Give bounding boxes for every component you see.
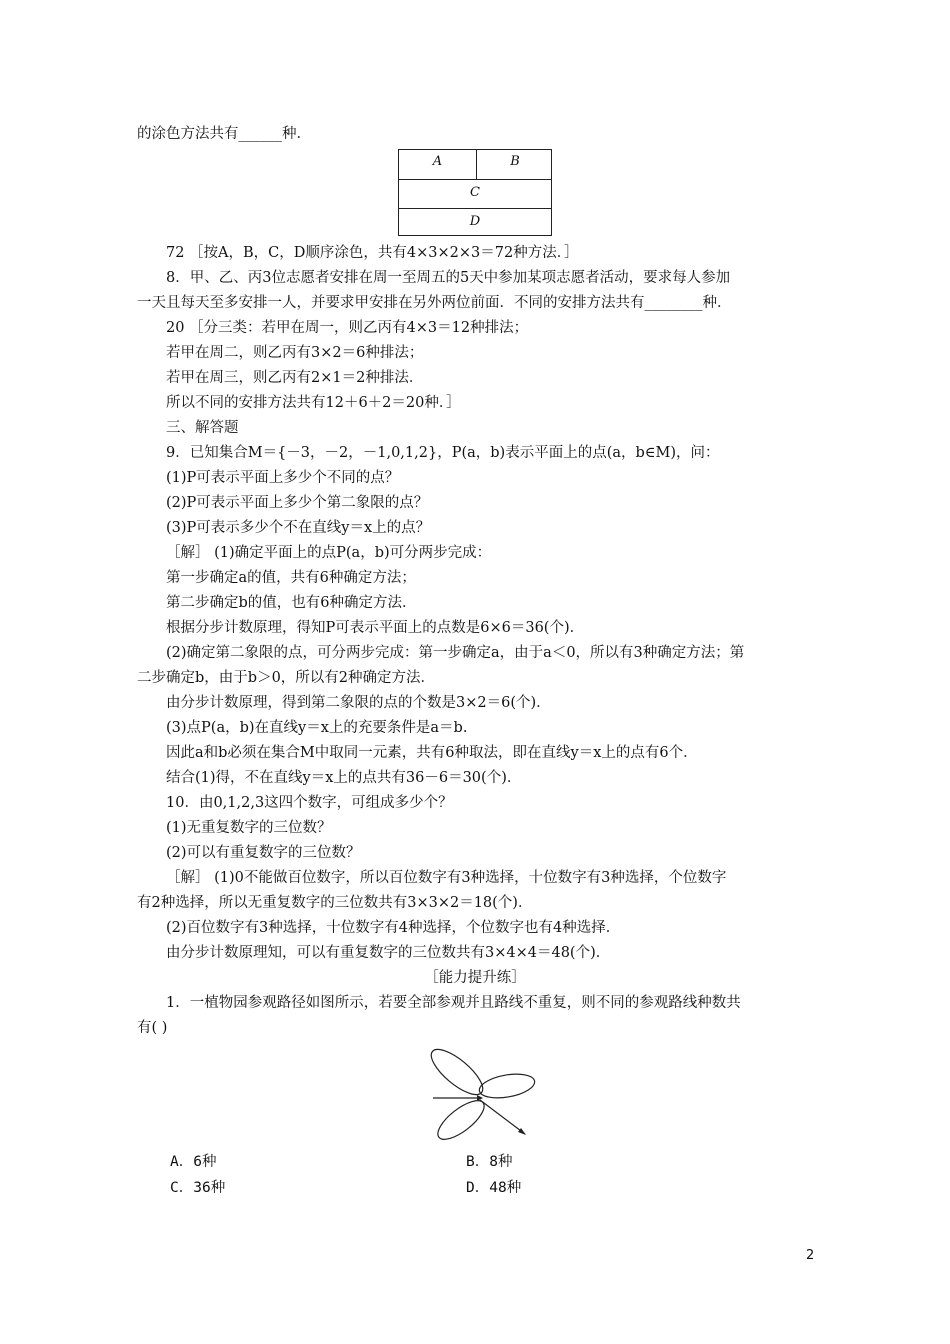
text-line: 因此a和b必须在集合M中取同一元素，共有6种取法，即在直线y＝x上的点有6个． (166, 745, 698, 761)
text-line: 一天且每天至多安排一人，并要求甲安排在另外两位前面．不同的安排方法共有________种． (137, 295, 732, 311)
text-line: 第二步确定b的值，也有6种确定方法． (166, 595, 417, 611)
text-line: ［解］ (1)确定平面上的点P(a，b)可分两步完成： (166, 545, 492, 561)
answer-option: D．48种 (466, 1180, 522, 1196)
right-loop (478, 1070, 537, 1101)
text-line: 9．已知集合M＝{－3，－2，－1,0,1,2}，P(a，b)表示平面上的点(a，b∈M)，问： (166, 445, 720, 461)
answer-option: B．8种 (466, 1154, 513, 1170)
text-line: ［能力提升练］ (424, 970, 526, 986)
grid-cell-d: D (399, 208, 551, 236)
answer-option: A．6种 (170, 1154, 217, 1170)
coloring-grid-figure (398, 149, 552, 236)
text-line: (3)点P(a，b)在直线y＝x上的充要条件是a＝b. (166, 720, 468, 736)
path-exit-line (480, 1100, 525, 1134)
text-line: 有2种选择，所以无重复数字的三位数共有3×3×2＝18(个)． (137, 895, 533, 911)
text-line: (2)可以有重复数字的三位数？ (166, 845, 361, 861)
text-line: 1．一植物园参观路径如图所示，若要全部参观并且路线不重复，则不同的参观路线种数共 (166, 995, 741, 1011)
answer-option: C．36种 (170, 1180, 226, 1196)
text-line: (2)百位数字有3种选择，十位数字有4种选择，个位数字也有4种选择． (166, 920, 621, 936)
text-line: 72 ［按A，B，C，D顺序涂色，共有4×3×2×3＝72种方法．］ (166, 245, 579, 261)
text-line: 第一步确定a的值，共有6种确定方法； (166, 570, 416, 586)
text-line: 由分步计数原理知，可以有重复数字的三位数共有3×4×4＝48(个)． (166, 945, 611, 961)
text-line: (3)P可表示多少个不在直线y＝x上的点？ (166, 520, 431, 536)
grid-cell-c: C (399, 179, 551, 208)
text-line: 10．由0,1,2,3这四个数字，可组成多少个？ (166, 795, 453, 811)
text-line: 三、解答题 (166, 420, 239, 436)
text-line: 由分步计数原理，得到第二象限的点的个数是3×2＝6(个)． (166, 695, 551, 711)
text-line: (1)P可表示平面上多少个不同的点？ (166, 470, 400, 486)
text-line: 若甲在周三，则乙丙有2×1＝2种排法． (166, 370, 424, 386)
text-line: (2)P可表示平面上多少个第二象限的点？ (166, 495, 429, 511)
text-line: ［解］ (1)0不能做百位数字，所以百位数字有3种选择，十位数字有3种选择，个位数字 (166, 870, 727, 886)
text-line: (1)无重复数字的三位数？ (166, 820, 332, 836)
text-line: 所以不同的安排方法共有12＋6＋2＝20种．］ (166, 395, 461, 411)
garden-path-figure (425, 1042, 545, 1142)
page-number: 2 (806, 1248, 815, 1263)
text-line: 8．甲、乙、丙3位志愿者安排在周一至周五的5天中参加某项志愿者活动，要求每人参加 (166, 270, 731, 286)
text-line: 有( ) (137, 1020, 168, 1036)
text-line: 根据分步计数原理，得知P可表示平面上的点数是6×6＝36(个)． (166, 620, 585, 636)
text-line: 若甲在周二，则乙丙有3×2＝6种排法； (166, 345, 424, 361)
text-line: 20 ［分三类：若甲在周一，则乙丙有4×3＝12种排法； (166, 320, 529, 336)
text-line: 结合(1)得，不在直线y＝x上的点共有36－6＝30(个)． (166, 770, 522, 786)
text-line: (2)确定第二象限的点，可分两步完成：第一步确定a，由于a＜0，所以有3种确定方法；第 (166, 645, 745, 661)
text-line: 二步确定b，由于b＞0，所以有2种确定方法． (137, 670, 436, 686)
text-line: 的涂色方法共有______种． (137, 126, 311, 142)
grid-cell-b: B (510, 154, 520, 169)
grid-cell-a: A (399, 150, 477, 179)
